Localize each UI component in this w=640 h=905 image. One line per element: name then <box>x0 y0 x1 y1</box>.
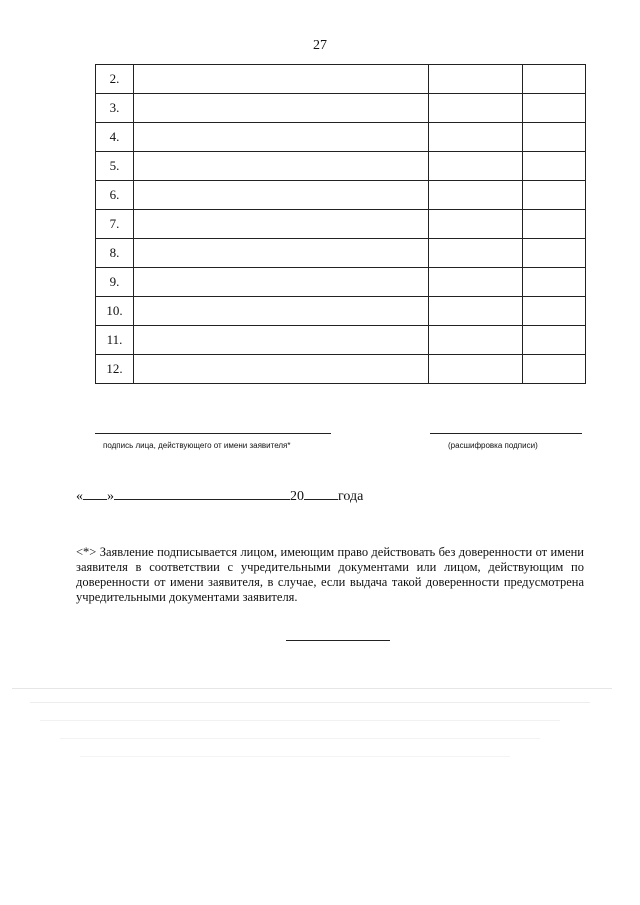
table-cell <box>523 355 586 384</box>
year-blank <box>304 487 338 500</box>
table-cell <box>134 65 429 94</box>
year-word: года <box>338 489 364 504</box>
table-cell <box>134 94 429 123</box>
century: 20 <box>290 489 304 504</box>
table-row <box>96 65 586 94</box>
table-cell <box>429 181 523 210</box>
table-row <box>96 355 586 384</box>
table-cell <box>134 297 429 326</box>
signature-transcript-caption: (расшифровка подписи) <box>448 441 538 450</box>
table-row <box>96 239 586 268</box>
table-cell <box>523 268 586 297</box>
footnote: <*> Заявление подписывается лицом, имеющим право действовать без доверенности от имени заявителя в соответствии с учредительными документами или лицом, действующим по доверенности от имени заявителя, в случае, если выдача такой доверенности предусмотрена учредительными документами заявителя. <box>76 545 584 604</box>
table-cell <box>134 239 429 268</box>
table-cell <box>429 210 523 239</box>
month-blank <box>114 487 290 500</box>
table-cell <box>134 181 429 210</box>
table-row <box>96 326 586 355</box>
date-open-quote: « <box>76 489 83 504</box>
table-cell <box>523 152 586 181</box>
table-row <box>96 94 586 123</box>
table-cell <box>429 297 523 326</box>
signature-transcript-line <box>430 433 582 434</box>
table-cell <box>429 268 523 297</box>
page-number: 27 <box>313 38 327 53</box>
signature-caption: подпись лица, действующего от имени заявителя* <box>103 441 291 450</box>
table-cell <box>134 210 429 239</box>
faded-bleed-through <box>0 670 640 780</box>
table-row <box>96 210 586 239</box>
table-cell <box>523 326 586 355</box>
table-cell <box>523 123 586 152</box>
day-blank <box>83 487 107 500</box>
date-close-quote: » <box>107 489 114 504</box>
row-number: 8. <box>96 239 134 268</box>
row-number: 9. <box>96 268 134 297</box>
row-number: 5. <box>96 152 134 181</box>
table-cell <box>134 355 429 384</box>
row-number: 6. <box>96 181 134 210</box>
table-cell <box>429 239 523 268</box>
row-number: 10. <box>96 297 134 326</box>
table-cell <box>429 65 523 94</box>
table-cell <box>134 268 429 297</box>
table-cell <box>523 181 586 210</box>
row-number: 4. <box>96 123 134 152</box>
row-number: 3. <box>96 94 134 123</box>
table-row <box>96 181 586 210</box>
table-row <box>96 123 586 152</box>
row-number: 7. <box>96 210 134 239</box>
table-row <box>96 152 586 181</box>
row-number: 11. <box>96 326 134 355</box>
end-rule <box>286 640 390 641</box>
table-cell <box>523 239 586 268</box>
table-cell <box>523 65 586 94</box>
table-cell <box>429 123 523 152</box>
table-cell <box>523 210 586 239</box>
table-cell <box>429 355 523 384</box>
table-cell <box>523 297 586 326</box>
date-line <box>76 487 363 505</box>
table-cell <box>134 123 429 152</box>
table-cell <box>429 326 523 355</box>
table-cell <box>523 94 586 123</box>
table-cell <box>134 326 429 355</box>
table-row <box>96 297 586 326</box>
table-cell <box>429 94 523 123</box>
signature-line <box>95 433 331 434</box>
row-number: 2. <box>96 65 134 94</box>
table-cell <box>134 152 429 181</box>
row-number: 12. <box>96 355 134 384</box>
applicant-table <box>95 64 586 384</box>
table-row <box>96 268 586 297</box>
table-cell <box>429 152 523 181</box>
